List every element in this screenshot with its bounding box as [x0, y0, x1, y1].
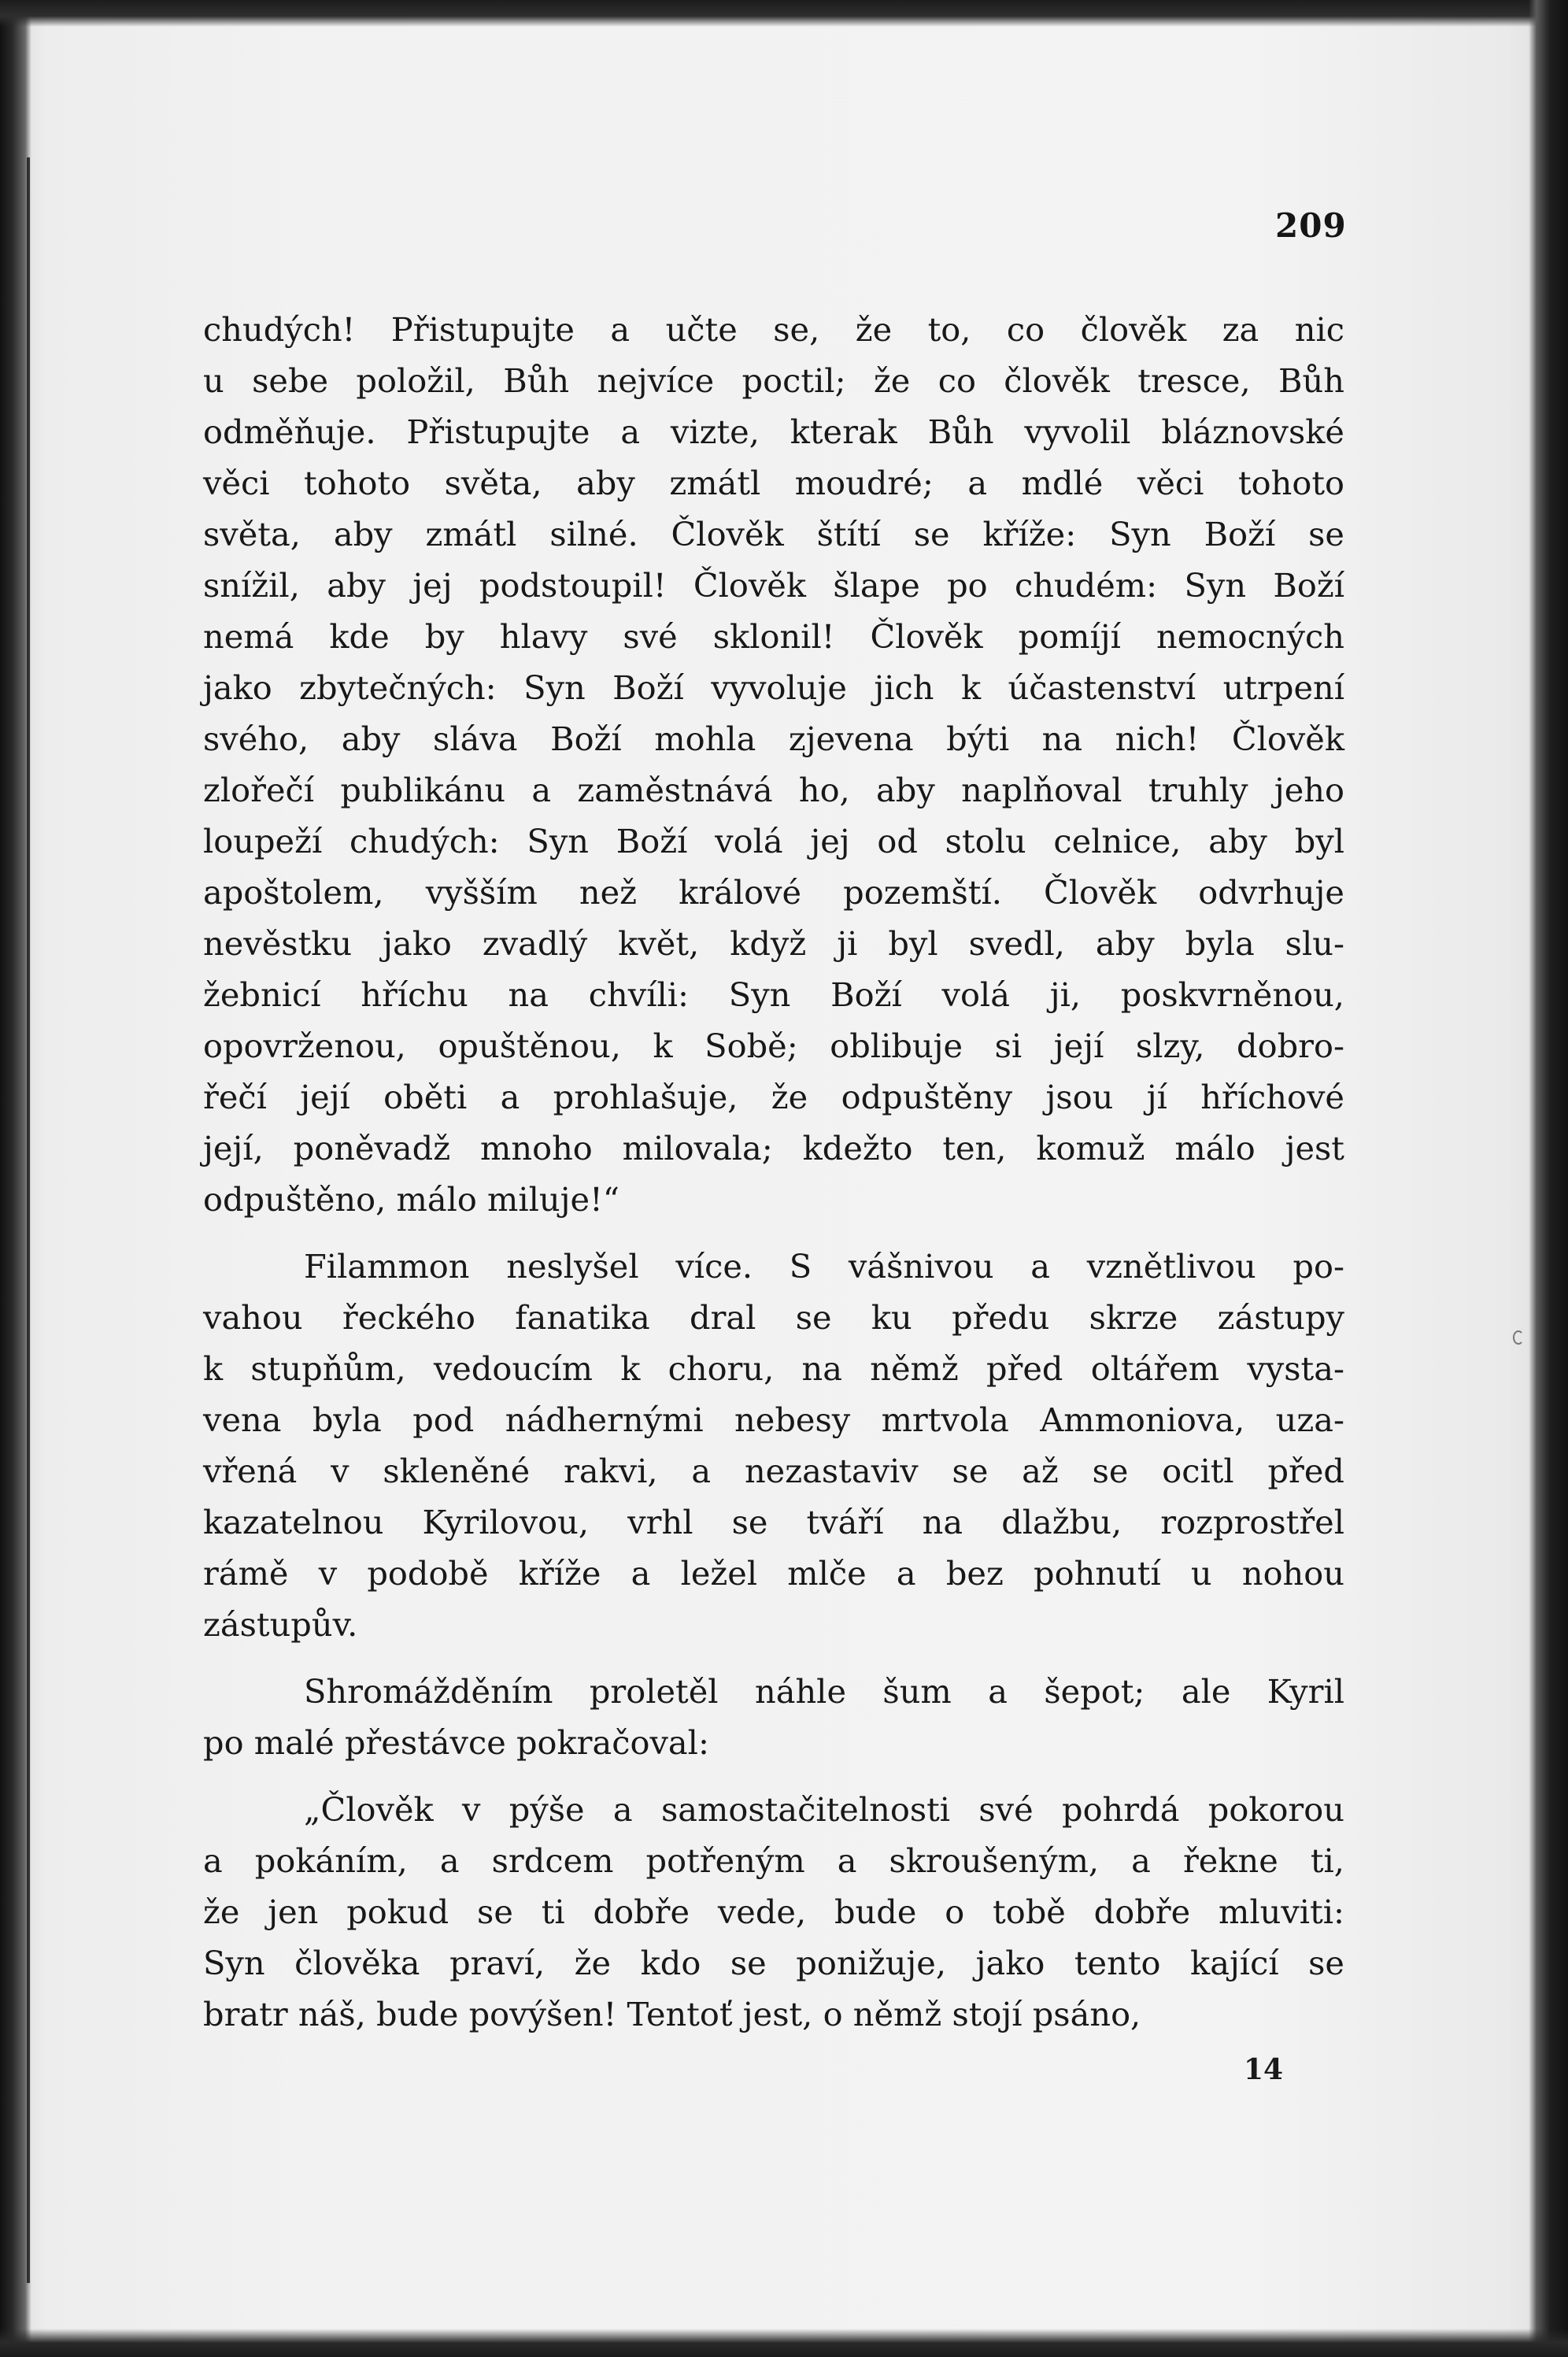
text-line: řečí její oběti a prohlašuje, že odpuštěny jsou jí hříchové [203, 1078, 1344, 1116]
stray-ink-mark [1513, 1330, 1524, 1345]
paragraph-gap [203, 1225, 1344, 1241]
text-line: bratr náš, bude povýšen! Tentoť jest, o němž stojí psáno, [203, 1995, 1141, 2033]
text-line: vřená v skleněné rakvi, a nezastaviv se až se ocitl před [203, 1452, 1344, 1490]
text-line: světa, aby zmátl silné. Člověk štítí se kříže: Syn Boží se [203, 515, 1344, 553]
text-line: chudých! Přistupujte a učte se, že to, co člověk za nic [203, 310, 1344, 349]
text-line: vahou řeckého fanatika dral se ku předu skrze zástupy [203, 1298, 1344, 1337]
top-scan-shadow [0, 0, 1568, 27]
printer-signature-mark: 14 [1244, 2053, 1284, 2086]
paragraph [203, 1666, 1344, 1768]
text-line: její, poněvadž mnoho milovala; kdežto ten, komuž málo jest [203, 1129, 1344, 1167]
text-line: rámě v podobě kříže a ležel mlče a bez pohnutí u nohou [203, 1554, 1344, 1593]
text-line: zástupův. [203, 1605, 358, 1644]
bottom-scan-shadow [0, 2329, 1568, 2357]
text-line: kazatelnou Kyrilovou, vrhl se tváří na dlažbu, rozprostřel [203, 1503, 1344, 1541]
text-line: vena byla pod nádhernými nebesy mrtvola Ammoniova, uza- [203, 1401, 1344, 1439]
text-line: zlořečí publikánu a zaměstnává ho, aby naplňoval truhly jeho [203, 771, 1344, 809]
text-line: a pokáním, a srdcem potřeným a skroušeným, a řekne ti, [203, 1841, 1344, 1880]
text-line: Filammon neslyšel více. S vášnivou a vznětlivou po- [304, 1247, 1344, 1286]
paragraph-gap [203, 1650, 1344, 1666]
text-line: opovrženou, opuštěnou, k Sobě; oblibuje si její slzy, dobro- [203, 1027, 1344, 1065]
body-text [203, 304, 1344, 2040]
text-line: apoštolem, vyšším než králové pozemští. Člověk odvrhuje [203, 873, 1344, 912]
text-line: u sebe položil, Bůh nejvíce poctil; že co člověk tresce, Bůh [203, 361, 1344, 400]
text-line: svého, aby sláva Boží mohla zjevena býti na nich! Člověk [203, 720, 1344, 758]
text-line: jako zbytečných: Syn Boží vyvoluje jich k účastenství utrpení [203, 668, 1344, 707]
right-scan-shadow [1529, 0, 1568, 2357]
text-line: k stupňům, vedoucím k choru, na němž před oltářem vysta- [203, 1349, 1344, 1388]
text-line: „Člověk v pýše a samostačitelnosti své pohrdá pokorou [304, 1790, 1344, 1829]
text-line: po malé přestávce pokračoval: [203, 1723, 709, 1762]
paragraph [203, 1784, 1344, 2040]
text-line: nevěstku jako zvadlý květ, když ji byl svedl, aby byla slu- [203, 924, 1344, 963]
text-line: nemá kde by hlavy své sklonil! Člověk pomíjí nemocných [203, 617, 1344, 656]
text-line: žebnicí hříchu na chvíli: Syn Boží volá ji, poskvrněnou, [203, 975, 1344, 1014]
page-number: 209 [1275, 206, 1347, 245]
text-line: Shromážděním proletěl náhle šum a šepot; ale Kyril [304, 1672, 1344, 1711]
text-line: věci tohoto světa, aby zmátl moudré; a mdlé věci tohoto [203, 464, 1344, 502]
text-line: loupeží chudých: Syn Boží volá jej od stolu celnice, aby byl [203, 822, 1344, 860]
paragraph [203, 304, 1344, 1225]
text-line: Syn člověka praví, že kdo se ponižuje, jako tento kající se [203, 1944, 1344, 1982]
left-binding-edge [27, 157, 30, 2283]
paragraph [203, 1241, 1344, 1650]
text-line: že jen pokud se ti dobře vede, bude o tobě dobře mluviti: [203, 1893, 1344, 1931]
text-line: snížil, aby jej podstoupil! Člověk šlape po chudém: Syn Boží [203, 566, 1344, 605]
text-line: odměňuje. Přistupujte a vizte, kterak Bůh vyvolil bláznovské [203, 413, 1344, 451]
text-line: odpuštěno, málo miluje!“ [203, 1180, 619, 1219]
paragraph-gap [203, 1768, 1344, 1784]
